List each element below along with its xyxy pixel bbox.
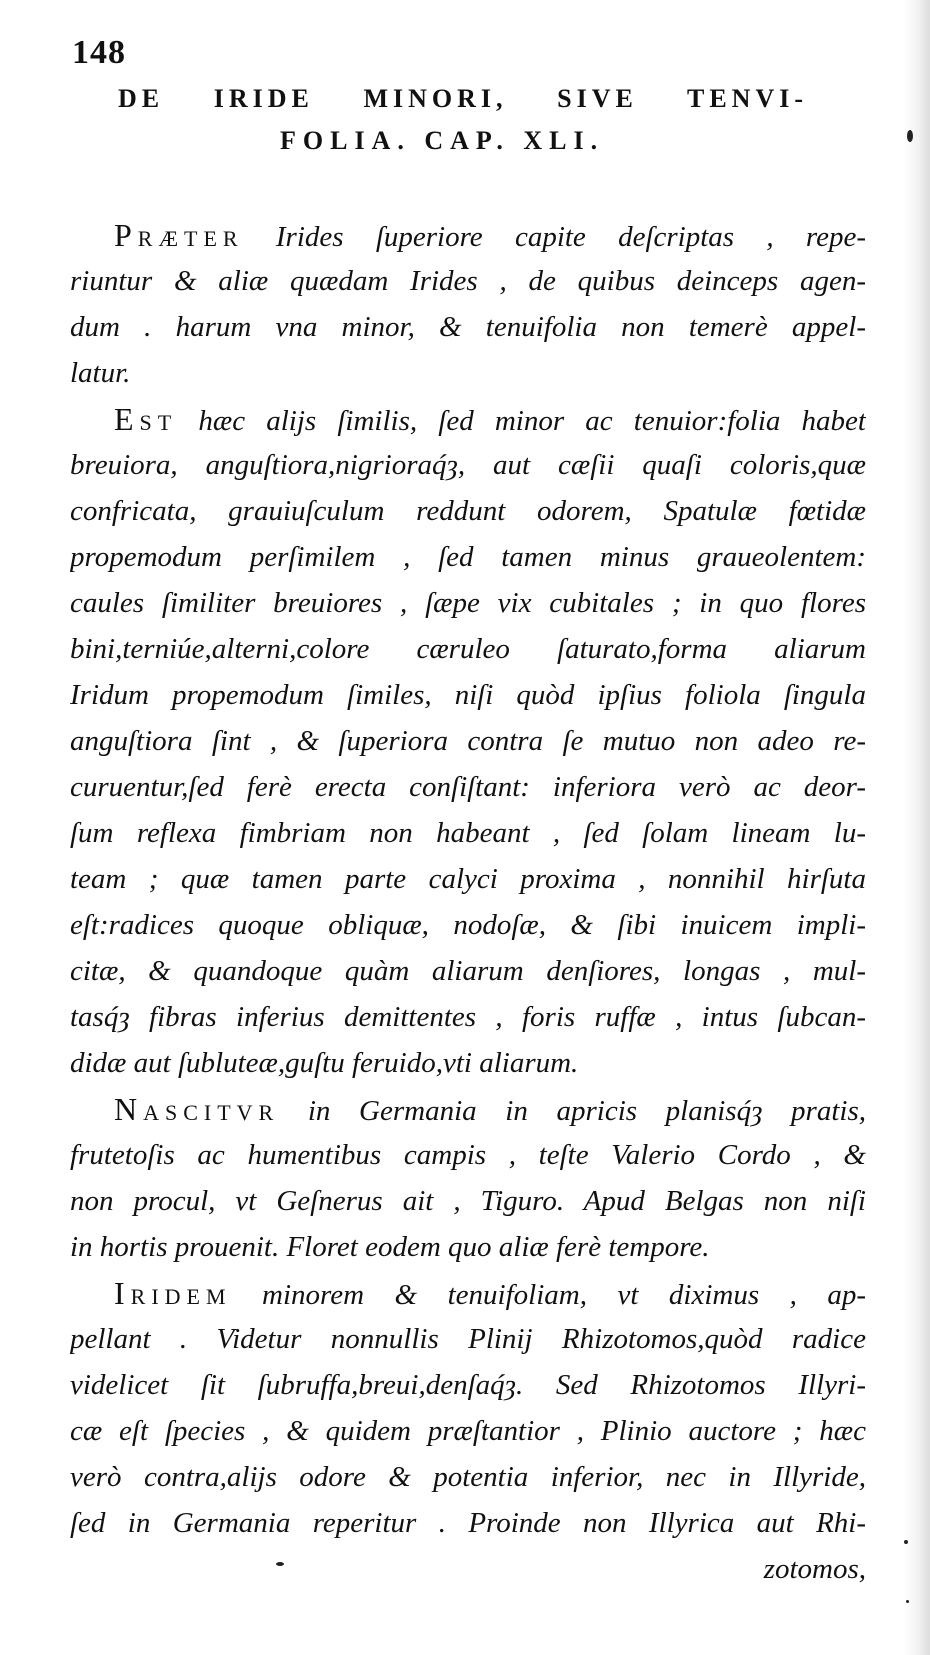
- paragraph-2-line-2: breuiora, anguſtiora,nigrioraq́ȝ, aut cæſii quaſi coloris,quæ: [70, 449, 866, 481]
- page-edge-shadow: [904, 0, 930, 1655]
- paragraph-4-line-4: cæ eſt ſpecies , & quidem præſtantior , Plinio auctore ; hæc: [70, 1415, 866, 1447]
- paragraph-2-line-9: curuentur,ſed ferè erecta conſiſtant: inferiora verò ac deor-: [70, 771, 866, 803]
- ink-speck: [904, 1540, 908, 1544]
- paragraph-2-line-11: team ; quæ tamen parte calyci proxima , nonnihil hirſuta: [70, 863, 866, 895]
- paragraph-2-line-7: Iridum propemodum ſimiles, niſi quòd ipſius foliola ſingula: [70, 679, 866, 711]
- paragraph-1-line-1: PRÆTER Irides ſuperiore capite deſcriptas , repe-: [114, 217, 866, 253]
- paragraph-2-line-10: ſum reflexa fimbriam non habeant , ſed ſolam lineam lu-: [70, 817, 866, 849]
- paragraph-3-line-3: non procul, vt Geſnerus ait , Tiguro. Apud Belgas non niſi: [70, 1185, 866, 1217]
- paragraph-3-line-4: in hortis prouenit. Floret eodem quo aliæ ferè tempore.: [70, 1231, 710, 1263]
- paragraph-4-line-3: videlicet ſit ſubruffa,breui,denſaq́ȝ. Sed Rhizotomos Illyri-: [70, 1369, 866, 1401]
- paragraph-4-line-1: IRIDEM minorem & tenuifoliam, vt diximus , ap-: [114, 1275, 866, 1311]
- ink-speck: [906, 1600, 909, 1603]
- ink-speck: [907, 130, 913, 142]
- paragraph-2-initial: E: [114, 401, 140, 437]
- paragraph-4-line-5: verò contra,alijs odore & potentia inferior, nec in Illyride,: [70, 1461, 866, 1493]
- paragraph-2-initial-rest: ST: [139, 410, 178, 435]
- paragraph-3-initial: N: [114, 1091, 144, 1127]
- paragraph-2-line-6: bini,terniúe,alterni,colore cæruleo ſaturato,forma aliarum: [70, 633, 866, 665]
- paragraph-4-line-6: ſed in Germania reperitur . Proinde non Illyrica aut Rhi-: [70, 1507, 866, 1539]
- paragraph-4-line-2: pellant . Videtur nonnullis Plinij Rhizotomos,quòd radice: [70, 1323, 866, 1355]
- paragraph-2-line-15: didæ aut ſubluteæ,guſtu feruido,vti aliarum.: [70, 1047, 579, 1079]
- paragraph-4-initial-rest: RIDEM: [130, 1284, 232, 1309]
- chapter-title-line-2: FOLIA. CAP. XLI.: [280, 126, 605, 155]
- paragraph-1-initial: P: [114, 217, 138, 253]
- paragraph-4-initial: I: [114, 1275, 131, 1311]
- page-number: 148: [72, 34, 126, 71]
- paragraph-1-line-2: riuntur & aliæ quædam Irides , de quibus deinceps agen-: [70, 265, 866, 297]
- paragraph-2-line-4: propemodum perſimilem , ſed tamen minus graueolentem:: [70, 541, 866, 573]
- paragraph-3-initial-rest: ASCITVR: [143, 1100, 280, 1125]
- paragraph-2-line-14: tasq́ȝ fibras inferius demittentes , foris ruffæ , intus ſubcan-: [70, 1001, 866, 1033]
- paragraph-2-line-13: citæ, & quandoque quàm aliarum denſiores, longas , mul-: [70, 955, 866, 987]
- paragraph-3-line-2: frutetoſis ac humentibus campis , teſte Valerio Cordo , &: [70, 1139, 866, 1171]
- paragraph-2-line-5: caules ſimiliter breuiores , ſæpe vix cubitales ; in quo flores: [70, 587, 866, 619]
- paragraph-2-line-8: anguſtiora ſint , & ſuperiora contra ſe mutuo non adeo re-: [70, 725, 866, 757]
- chapter-title-line-1: DE IRIDE MINORI, SIVE TENVI-: [118, 84, 808, 113]
- paragraph-1-initial-rest: RÆTER: [137, 226, 244, 251]
- ink-speck: [276, 1562, 284, 1566]
- paragraph-2-line-1: EST hæc alijs ſimilis, ſed minor ac tenuior:folia habet: [114, 401, 866, 437]
- paragraph-3-line-1: NASCITVR in Germania in apricis planisq́ȝ pratis,: [114, 1091, 866, 1127]
- paragraph-2-line-12: eſt:radices quoque obliquæ, nodoſæ, & ſibi inuicem impli-: [70, 909, 866, 941]
- paragraph-1-line-4: latur.: [70, 357, 131, 389]
- body-text: [70, 212, 866, 1592]
- paragraph-2-line-3: confricata, grauiuſculum reddunt odorem, Spatulæ fœtidæ: [70, 495, 866, 527]
- catchword: zotomos,: [763, 1553, 866, 1585]
- paragraph-1-line-3: dum . harum vna minor, & tenuifolia non temerè appel-: [70, 311, 866, 343]
